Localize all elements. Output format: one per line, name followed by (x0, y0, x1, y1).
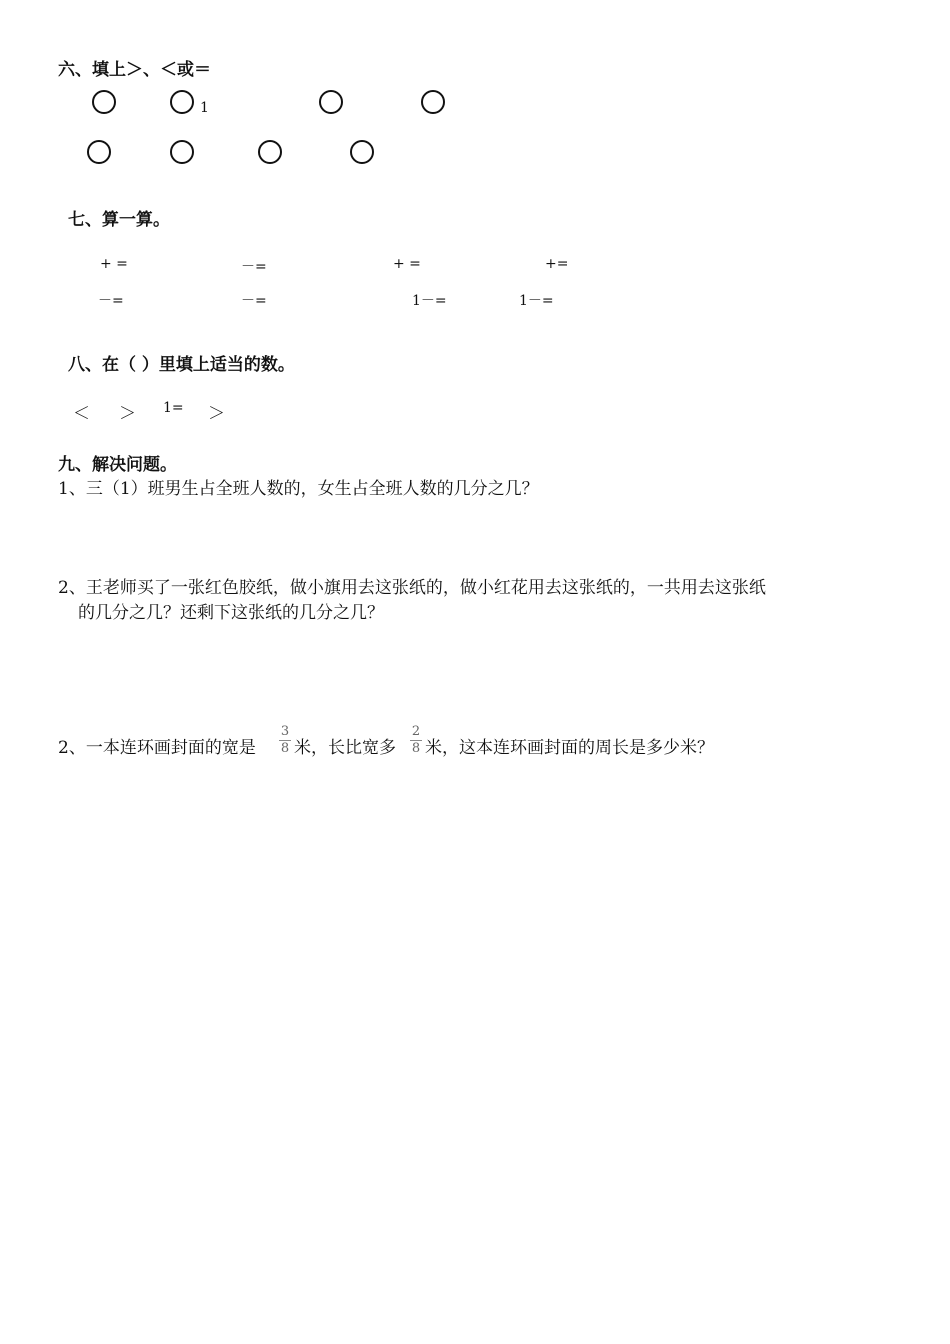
compare-circle-4[interactable] (421, 90, 445, 114)
question-3-part3: 米，这本连环画封面的周长是多少米？ (425, 738, 714, 758)
question-2-line2: 的几分之几？还剩下这张纸的几分之几？ (78, 603, 384, 623)
fraction-numerator: 2 (411, 724, 421, 739)
fraction-denominator: 8 (411, 741, 421, 756)
calc-expr-3: + = (393, 256, 421, 272)
question-3-part1: 2、一本连环画封面的宽是 (58, 738, 256, 758)
fraction-denominator: 8 (280, 741, 290, 756)
question-1: 1、三（1）班男生占全班人数的，女生占全班人数的几分之几？ (58, 479, 539, 499)
calc-expr-8: 1－= (519, 293, 554, 309)
calc-expr-6: －= (241, 293, 267, 309)
compare-circle-6[interactable] (170, 140, 194, 164)
calc-expr-4: += (545, 256, 569, 272)
section6-heading: 六、填上＞、＜或＝ (58, 60, 211, 80)
fraction-three-eighths (279, 725, 291, 756)
compare-circle-3[interactable] (319, 90, 343, 114)
section9-heading: 九、解决问题。 (58, 455, 177, 475)
compare-circle-1[interactable] (92, 90, 116, 114)
fraction-numerator: 3 (280, 724, 290, 739)
question-2-line1: 2、王老师买了一张红色胶纸，做小旗用去这张纸的，做小红花用去这张纸的，一共用去这张纸 (58, 578, 766, 598)
section7-heading: 七、算一算。 (68, 210, 170, 230)
calc-expr-5: －= (98, 293, 124, 309)
compare-circle-7[interactable] (258, 140, 282, 164)
section8-heading: 八、在（ ）里填上适当的数。 (68, 355, 295, 375)
fill-item-3: 1= (163, 400, 184, 416)
compare-circle-8[interactable] (350, 140, 374, 164)
calc-expr-1: + = (100, 256, 128, 272)
question-3-part2: 米，长比宽多 (294, 738, 396, 758)
fill-item-1: ＜ (73, 404, 90, 424)
calc-expr-2: －= (241, 259, 267, 275)
fill-item-2: ＞ (119, 404, 136, 424)
compare-circle-2[interactable] (170, 90, 194, 114)
compare-label-1: 1 (200, 100, 209, 116)
fill-item-4: ＞ (208, 404, 225, 424)
calc-expr-7: 1－= (412, 293, 447, 309)
fraction-two-eighths (410, 725, 422, 756)
compare-circle-5[interactable] (87, 140, 111, 164)
